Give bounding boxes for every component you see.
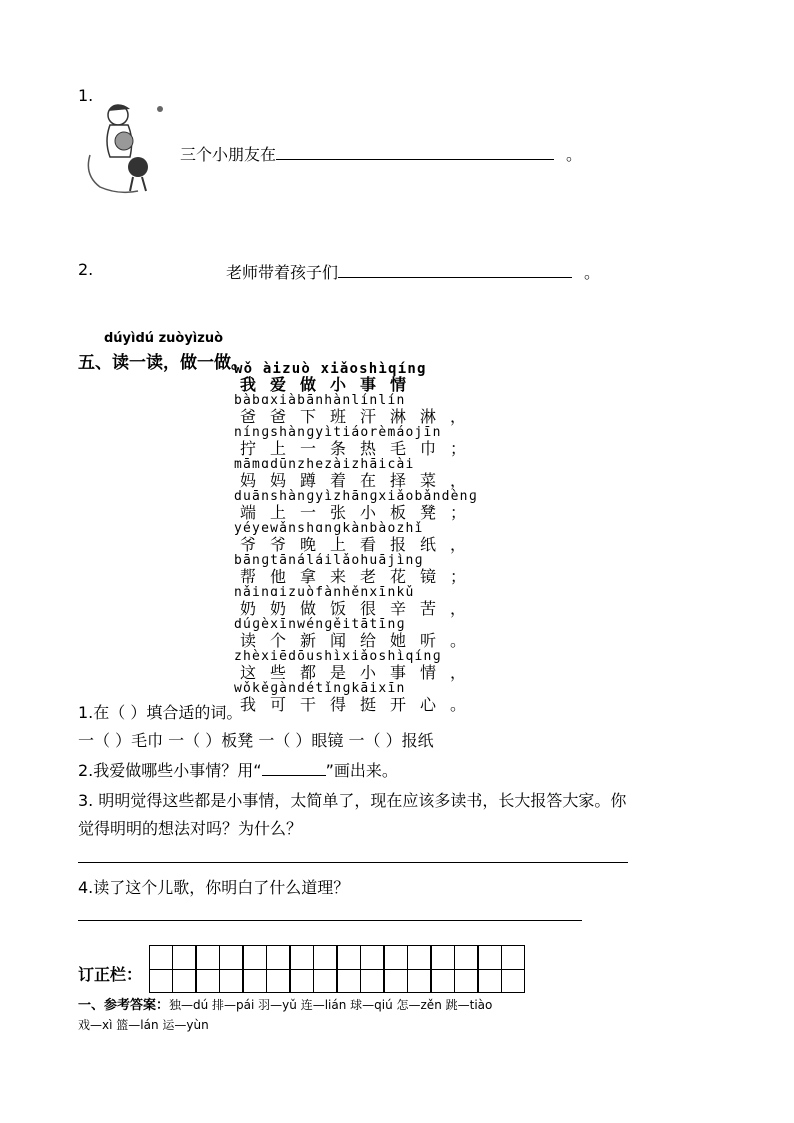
answer-line[interactable] bbox=[78, 920, 582, 921]
poem-pinyin: dúɡèxīnwénɡěitātīnɡ bbox=[234, 617, 406, 632]
q1-text: 三个小朋友在 bbox=[180, 145, 277, 164]
poem-pinyin: nǎinɑizuòfànhěnxīnkǔ bbox=[234, 585, 415, 600]
grid-cell[interactable] bbox=[290, 945, 314, 993]
correction-grid[interactable] bbox=[150, 945, 526, 993]
grid-cell[interactable] bbox=[407, 945, 431, 993]
poem-pinyin: zhèxiēdōushìxiǎoshìqínɡ bbox=[234, 649, 442, 664]
poem-line: 奶奶做饭很辛苦， bbox=[240, 599, 481, 618]
poem-pinyin: nínɡshànɡyìtiáorèmáojīn bbox=[234, 425, 442, 440]
grid-cell[interactable] bbox=[501, 945, 525, 993]
poem-line: 爷爷晚上看报纸， bbox=[240, 535, 481, 554]
answers-line2: 戏—xì 篮—lán 运—yùn bbox=[78, 1018, 209, 1032]
q1-question bbox=[180, 142, 582, 165]
poem-pinyin: duānshànɡyìzhānɡxiǎobǎndènɡ bbox=[234, 489, 478, 504]
poem-title: 我爱做小事情 bbox=[240, 375, 421, 394]
poem-pinyin: wǒkěɡàndétǐnɡkāixīn bbox=[234, 681, 406, 696]
answer-line[interactable] bbox=[78, 862, 628, 863]
question-underline-end: ”画出来。 bbox=[325, 761, 398, 780]
poem-pinyin: māmɑdūnzhezàizhāicài bbox=[234, 457, 415, 472]
q1-answer-blank[interactable] bbox=[276, 143, 554, 160]
grid-cell[interactable] bbox=[219, 945, 243, 993]
grid-cell[interactable] bbox=[337, 945, 361, 993]
q2-text: 老师带着孩子们 bbox=[226, 263, 339, 282]
grid-cell[interactable] bbox=[149, 945, 173, 993]
section5-title: 五、读一读，做一做。 bbox=[78, 353, 248, 373]
grid-cell[interactable] bbox=[243, 945, 267, 993]
answers-line1 bbox=[78, 994, 492, 1013]
poem-line: 我可干得挺开心。 bbox=[240, 695, 481, 714]
correction-label: 订正栏： bbox=[78, 965, 143, 984]
answers-text: 独—dú 排—pái 羽—yǔ 连—lián 球—qiú 怎—zěn 跳—tiào bbox=[169, 998, 493, 1012]
question-underline-text: 2.我爱做哪些小事情？用“ bbox=[78, 761, 262, 780]
poem-line: 端上一张小板凳； bbox=[240, 503, 481, 522]
poem-title-pinyin: wǒ àizuò xiǎoshìqíng bbox=[234, 361, 427, 377]
question-underline bbox=[78, 758, 398, 781]
question-fill-words: 1.在（ ）填合适的词。 bbox=[78, 703, 243, 722]
question-opinion-line1: 3. 明明觉得这些都是小事情，太简单了，现在应该多读书，长大报答大家。你 bbox=[78, 791, 627, 810]
grid-cell[interactable] bbox=[360, 945, 384, 993]
poem-line: 爸爸下班汗淋淋， bbox=[240, 407, 481, 426]
underline-sample bbox=[262, 759, 326, 776]
q2-answer-blank[interactable] bbox=[338, 261, 572, 278]
q1-end: 。 bbox=[566, 145, 583, 164]
poem-line: 读个新闻给她听。 bbox=[240, 631, 481, 650]
question-fill-words-items: 一（ ）毛巾 一（ ）板凳 一（ ）眼镜 一（ ）报纸 bbox=[78, 731, 434, 750]
poem-pinyin: yéyewǎnshɑnɡkànbàozhǐ bbox=[234, 521, 424, 536]
q2-end: 。 bbox=[584, 263, 601, 282]
grid-cell[interactable] bbox=[266, 945, 290, 993]
grid-cell[interactable] bbox=[384, 945, 408, 993]
grid-cell[interactable] bbox=[478, 945, 502, 993]
grid-cell[interactable] bbox=[196, 945, 220, 993]
answers-label: 一、参考答案： bbox=[78, 998, 170, 1013]
q1-number: 1. bbox=[78, 86, 94, 105]
grid-cell[interactable] bbox=[313, 945, 337, 993]
grid-cell[interactable] bbox=[431, 945, 455, 993]
poem-pinyin: bàbɑxiàbānhànlínlín bbox=[234, 393, 406, 408]
poem-line: 这些都是小事情， bbox=[240, 663, 481, 682]
poem-line: 妈妈蹲着在择菜， bbox=[240, 471, 481, 490]
poem-line: 帮他拿来老花镜； bbox=[240, 567, 481, 586]
question-opinion-line2: 觉得明明的想法对吗？为什么？ bbox=[78, 819, 303, 838]
grid-cell[interactable] bbox=[172, 945, 196, 993]
children-illustration bbox=[78, 95, 168, 195]
q2-question bbox=[226, 260, 600, 283]
section5-pinyin: dúyìdú zuòyìzuò bbox=[104, 331, 224, 346]
grid-cell[interactable] bbox=[454, 945, 478, 993]
poem bbox=[234, 362, 534, 714]
question-lesson: 4.读了这个儿歌，你明白了什么道理？ bbox=[78, 878, 350, 897]
q2-number: 2. bbox=[78, 260, 94, 279]
poem-pinyin: bānɡtānáláilǎohuājìnɡ bbox=[234, 553, 424, 568]
poem-line: 拧上一条热毛巾； bbox=[240, 439, 481, 458]
